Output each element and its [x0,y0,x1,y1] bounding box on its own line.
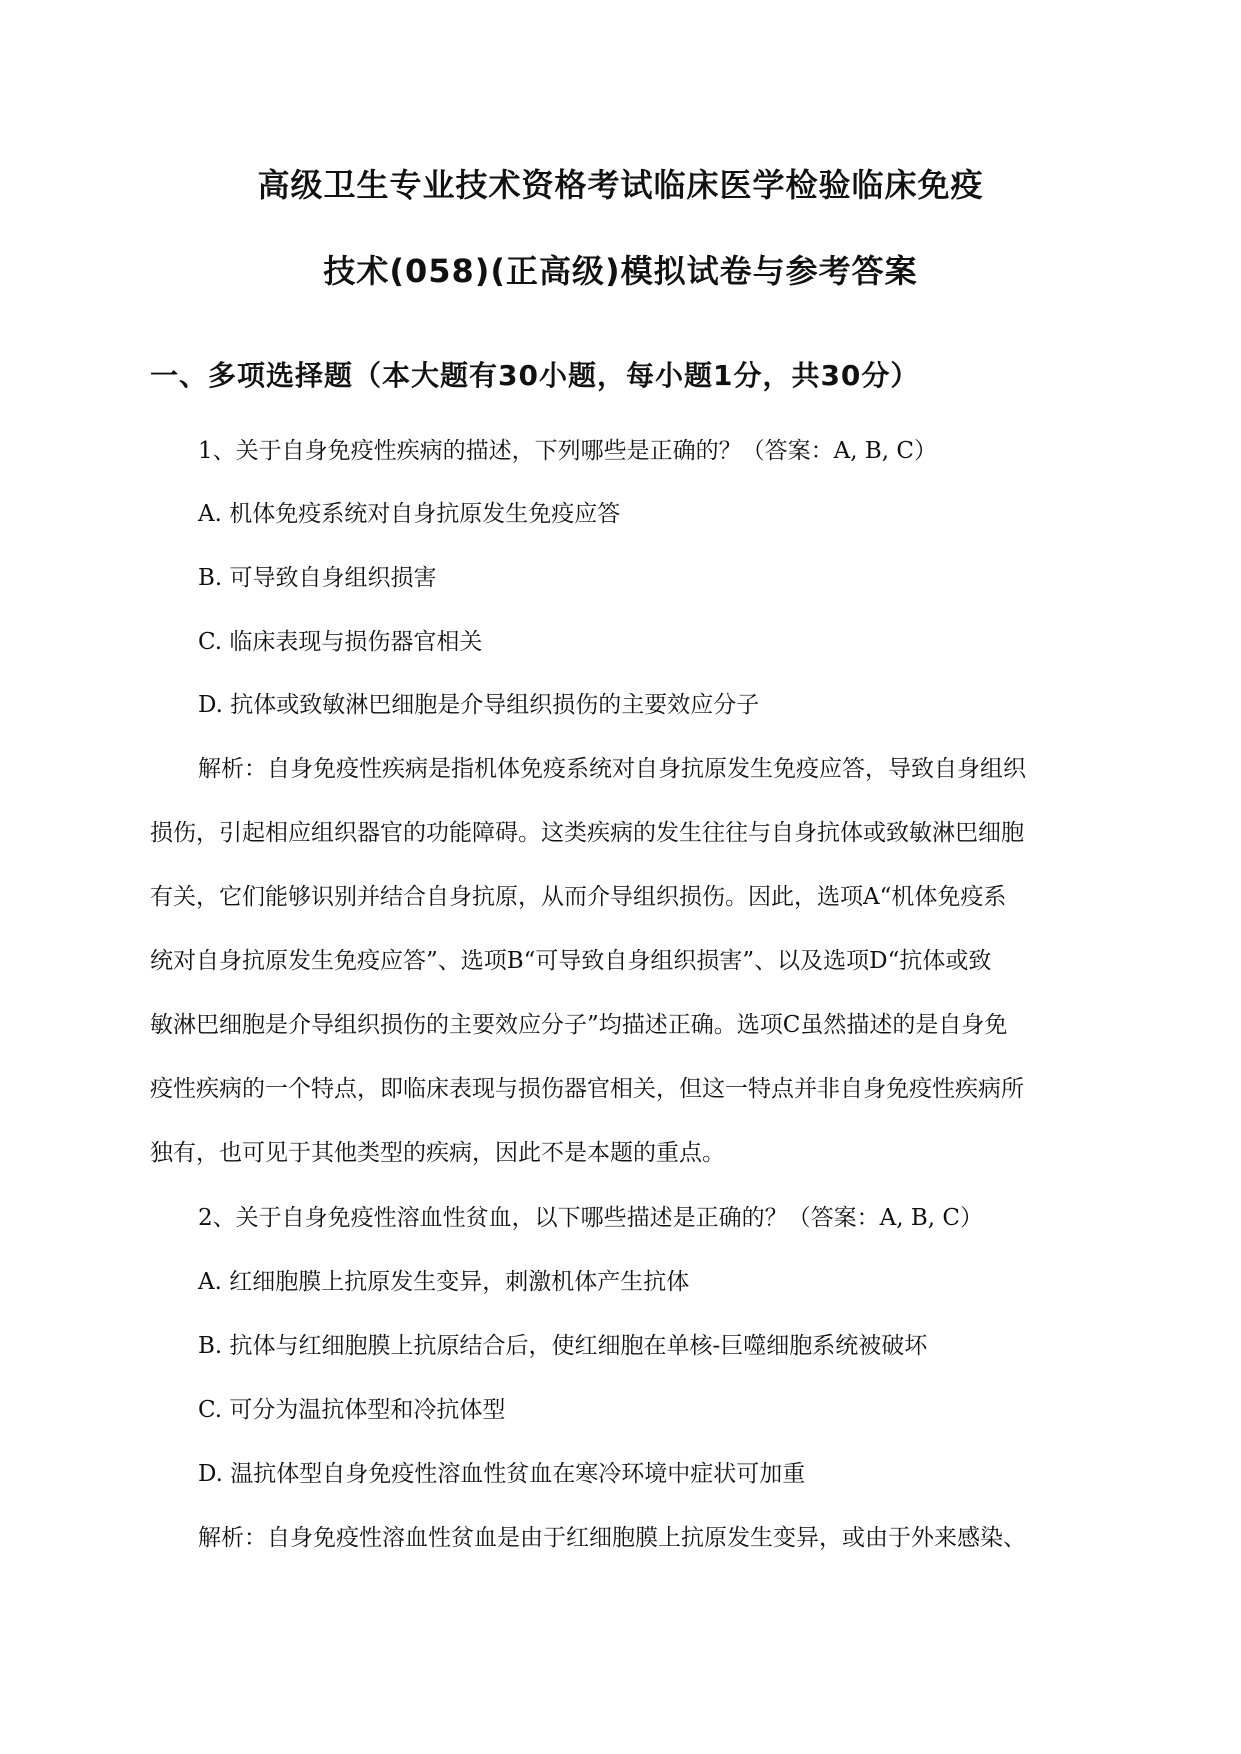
question-1-analysis-line: 统对自身抗原发生免疫应答”、选项B“可导致自身组织损害”、以及选项D“抗体或致 [150,948,992,974]
question-2-option-a: A. 红细胞膜上抗原发生变异，刺激机体产生抗体 [198,1269,690,1295]
question-1-analysis-line: 独有，也可见于其他类型的疾病，因此不是本题的重点。 [150,1140,725,1166]
section-heading: 一、多项选择题（本大题有30小题，每小题1分，共30分） [150,359,920,392]
question-1-analysis-line: 解析：自身免疫性疾病是指机体免疫系统对自身抗原发生免疫应答，导致自身组织 [198,756,1026,782]
question-1-option-a: A. 机体免疫系统对自身抗原发生免疫应答 [198,501,621,527]
question-2-analysis-line: 解析：自身免疫性溶血性贫血是由于红细胞膜上抗原发生变异，或由于外来感染、 [198,1525,1026,1551]
question-2-option-b: B. 抗体与红细胞膜上抗原结合后，使红细胞在单核-巨噬细胞系统被破坏 [198,1333,928,1359]
question-2-stem: 2、关于自身免疫性溶血性贫血，以下哪些描述是正确的？（答案：A, B, C） [198,1205,983,1231]
question-1-option-b: B. 可导致自身组织损害 [198,565,437,591]
question-2-option-c: C. 可分为温抗体型和冷抗体型 [198,1397,506,1423]
question-1-stem: 1、关于自身免疫性疾病的描述，下列哪些是正确的？（答案：A, B, C） [198,438,937,464]
question-1-analysis-line: 损伤，引起相应组织器官的功能障碍。这类疾病的发生往往与自身抗体或致敏淋巴细胞 [150,820,1024,846]
question-1-option-d: D. 抗体或致敏淋巴细胞是介导组织损伤的主要效应分子 [198,692,760,718]
document-title-line-1: 高级卫生专业技术资格考试临床医学检验临床免疫 [257,166,984,204]
document-title-line-2: 技术(058)(正高级)模拟试卷与参考答案 [323,252,918,290]
question-1-analysis-line: 敏淋巴细胞是介导组织损伤的主要效应分子”均描述正确。选项C虽然描述的是自身免 [150,1012,1008,1038]
question-2-option-d: D. 温抗体型自身免疫性溶血性贫血在寒冷环境中症状可加重 [198,1461,806,1487]
question-1-option-c: C. 临床表现与损伤器官相关 [198,629,483,655]
question-1-analysis-line: 疫性疾病的一个特点，即临床表现与损伤器官相关，但这一特点并非自身免疫性疾病所 [150,1076,1024,1102]
question-1-analysis-line: 有关，它们能够识别并结合自身抗原，从而介导组织损伤。因此，选项A“机体免疫系 [150,884,1007,910]
